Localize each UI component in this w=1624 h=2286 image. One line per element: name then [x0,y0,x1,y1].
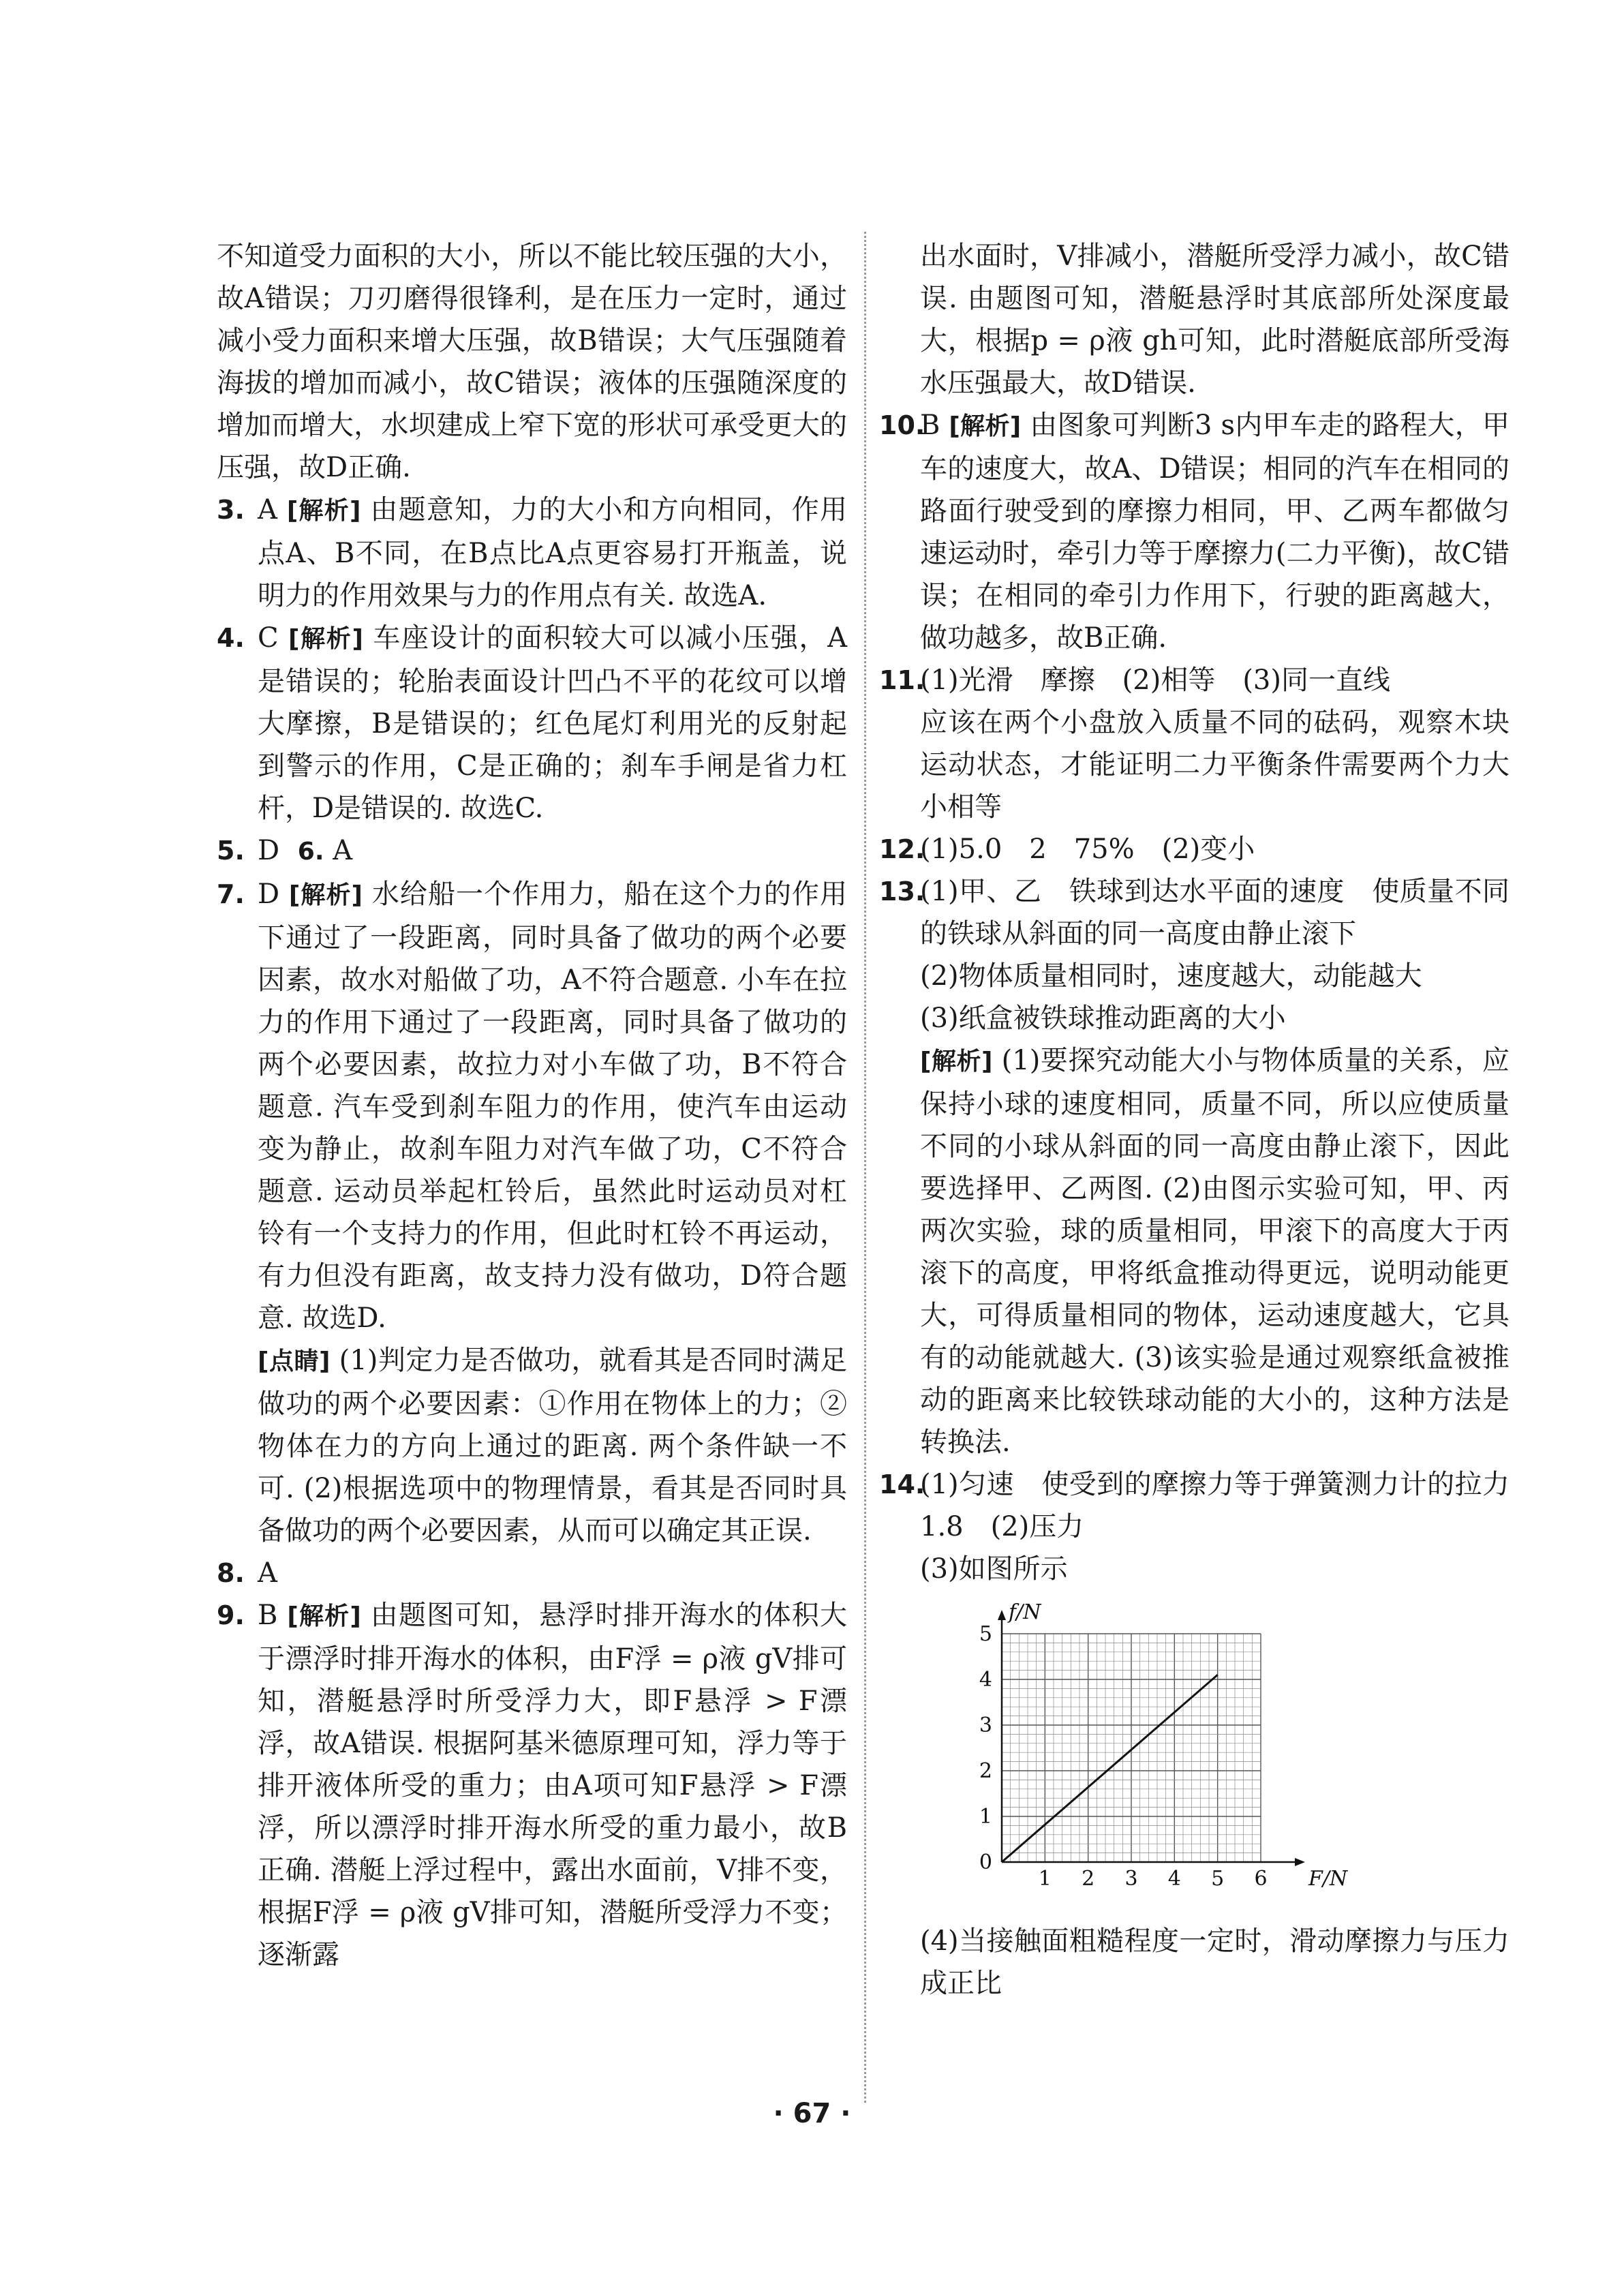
analysis-text: 由图象可判断3 s内甲车走的路程大，甲车的速度大，故A、D错误；相同的汽车在相同的路面行驶受到的摩擦力相同，甲、乙两车都做匀速运动时，牵引力等于摩擦力(二力平衡)，故C错误；在相同的牵引力作用下，行驶的距离越大，做功越多，故B正确. [920,410,1510,654]
question-13-line-2: (2)物体质量相同时，速度越大，动能越大 [920,960,1422,992]
question-number: 3. [217,495,245,525]
question-number: 4. [217,623,245,653]
question-7 [217,873,847,1339]
question-5-6 [217,829,847,873]
y-axis-arrow [998,1610,1006,1620]
question-14-line-2: (3)如图所示 [920,1553,1068,1585]
question-number: 7. [217,879,245,909]
question-number: 12. [879,834,925,864]
analysis-text: (1)要探究动能大小与物体质量的关系，应保持小球的速度相同，质量不同，所以应使质量不同的小球从斜面的同一高度由静止滚下，因此要选择甲、乙两图. (2)由图示实验可知，甲、丙两次实验，球的质量相同，甲滚下的高度大于丙滚下的高度，甲将纸盒推动得更远，说明动能更大，可得质量相同的物体，运动速度越大，它具有的动能就越大. (3)该实验是通过观察纸盒被推动的距离来比较铁球动能的大小的，这种方法是转换法. [920,1045,1510,1458]
x-tick-label: 4 [1167,1867,1181,1891]
analysis-tag: [解析] [288,881,363,909]
tip-tag: [点睛] [258,1347,331,1375]
answer: A [258,1557,277,1589]
page-number: · 67 · [773,2098,851,2129]
question-number: 8. [217,1558,245,1588]
question-number: 9. [217,1600,245,1630]
left-lead-paragraph: 不知道受力面积的大小，所以不能比较压强的大小，故A错误；刀刃磨得很锋利，是在压力一定时，通过减小受力面积来增大压强，故B错误；大气压强随着海拔的增加而减小，故C错误；液体的压强随深度的增加而增大，水坝建成上窄下宽的形状可承受更大的压强，故D正确. [217,241,847,483]
left-column [217,235,847,1976]
analysis-tag: [解析] [920,1048,993,1076]
column-divider [864,232,866,2103]
tip-text: (1)判定力是否做功，就看其是否同时满足做功的两个必要因素：①作用在物体上的力；②物体在力的方向上通过的距离. 两个条件缺一不可. (2)根据选项中的物理情景，看其是否同时具备做功的两个必要因素，从而可以确定其正误. [258,1345,847,1546]
question-13-analysis [879,1039,1510,1463]
x-tick-label: 3 [1124,1867,1138,1891]
answer: C [258,622,279,654]
y-axis-label: f/N [1009,1600,1041,1624]
answer-line-1: (1)甲、乙 铁球到达水平面的速度 使质量不同的铁球从斜面的同一高度由静止滚下 [920,876,1510,949]
question-number-6: 6. [297,838,324,866]
x-tick-label: 6 [1254,1867,1268,1891]
analysis-tag: [解析] [286,497,361,525]
x-tick-label: 2 [1082,1867,1095,1891]
y-tick-label: 5 [979,1622,992,1646]
question-7-tip [217,1339,847,1552]
question-number: 11. [879,665,925,695]
question-9 [217,1594,847,1976]
analysis-tag: [解析] [949,412,1022,440]
right-column [879,235,1537,2005]
answer-line-1: (1)光滑 摩擦 (2)相等 (3)同一直线 [920,665,1390,696]
question-number: 5. [217,836,245,866]
answer: B [920,410,940,441]
series-line [1002,1675,1218,1862]
answer: D [258,835,280,866]
answer-line-1: (1)匀速 使受到的摩擦力等于弹簧测力计的拉力 1.8 (2)压力 [920,1469,1537,1542]
question-number: 13. [879,877,925,906]
analysis-tag: [解析] [287,1602,361,1630]
question-8 [217,1552,847,1594]
x-tick-label: 1 [1038,1867,1052,1891]
y-tick-label: 4 [979,1668,992,1692]
question-11-line-2: 应该在两个小盘放入质量不同的砝码，观察木块运动状态，才能证明二力平衡条件需要两个力大小相等 [920,707,1510,823]
x-axis-label: F/N [1308,1867,1348,1891]
question-13-line-3: (3)纸盒被铁球推动距离的大小 [920,1003,1286,1034]
analysis-tag: [解析] [288,625,363,653]
answer: B [258,1600,278,1631]
x-tick-label: 5 [1211,1867,1225,1891]
analysis-text: 由题图可知，悬浮时排开海水的体积大于漂浮时排开海水的体积，由F浮 = ρ液 gV排可知，潜艇悬浮时所受浮力大，即F悬浮 > F漂浮，故A错误. 根据阿基米德原理可知，浮力等于排开液体所受的重力；由A项可知F悬浮 > F漂浮，所以漂浮时排开海水所受的重力最小，故B正确. 潜艇上浮过程中，露出水面前，V排不变，根据F浮 = ρ液 gV排可知，潜艇所受浮力不变；逐渐露 [258,1600,847,1970]
question-10 [879,404,1510,659]
question-13 [879,870,1510,955]
analysis-text: 由题意知，力的大小和方向相同，作用点A、B不同，在B点比A点更容易打开瓶盖，说明力的作用效果与力的作用点有关. 故选A. [258,494,848,611]
question-14 [879,1463,1537,1548]
analysis-text: 车座设计的面积较大可以减小压强，A是错误的；轮胎表面设计凹凸不平的花纹可以增大摩擦，B是错误的；红色尾灯利用光的反射起到警示的作用，C是正确的；刹车手闸是省力杠杆，D是错误的. 故选C. [258,622,847,824]
question-11 [879,659,1510,701]
y-tick-label: 0 [979,1850,992,1874]
friction-chart-figure [920,1600,1510,1920]
x-axis-arrow [1295,1858,1305,1866]
answer: A [258,494,277,525]
answer: D [258,879,280,910]
y-tick-label: 1 [979,1805,992,1829]
answer-6: A [333,835,353,866]
question-12 [879,828,1510,870]
question-number: 14. [879,1469,925,1499]
question-14-line-4: (4)当接触面粗糙程度一定时，滑动摩擦力与压力成正比 [920,1925,1510,1999]
right-lead-paragraph: 出水面时，V排减小，潜艇所受浮力减小，故C错误. 由题图可知，潜艇悬浮时其底部所处深度最大，根据p = ρ液 gh可知，此时潜艇底部所受海水压强最大，故D错误. [920,241,1510,399]
friction-chart [920,1600,1348,1913]
y-tick-label: 2 [979,1759,992,1783]
question-3 [217,489,847,617]
question-4 [217,617,847,829]
question-number: 10. [879,410,925,440]
analysis-text: 水给船一个作用力，船在这个力的作用下通过了一段距离，同时具备了做功的两个必要因素，故水对船做了功，A不符合题意. 小车在拉力的作用下通过了一段距离，同时具备了做功的两个必要因素，故拉力对小车做了功，B不符合题意. 汽车受到刹车阻力的作用，使汽车由运动变为静止，故刹车阻力对汽车做了功，C不符合题意. 运动员举起杠铃后，虽然此时运动员对杠铃有一个支持力的作用，但此时杠铃不再运动，有力但没有距离，故支持力没有做功，D符合题意. 故选D. [258,879,848,1334]
y-tick-label: 3 [979,1713,992,1737]
answer: (1)5.0 2 75% (2)变小 [920,834,1255,865]
